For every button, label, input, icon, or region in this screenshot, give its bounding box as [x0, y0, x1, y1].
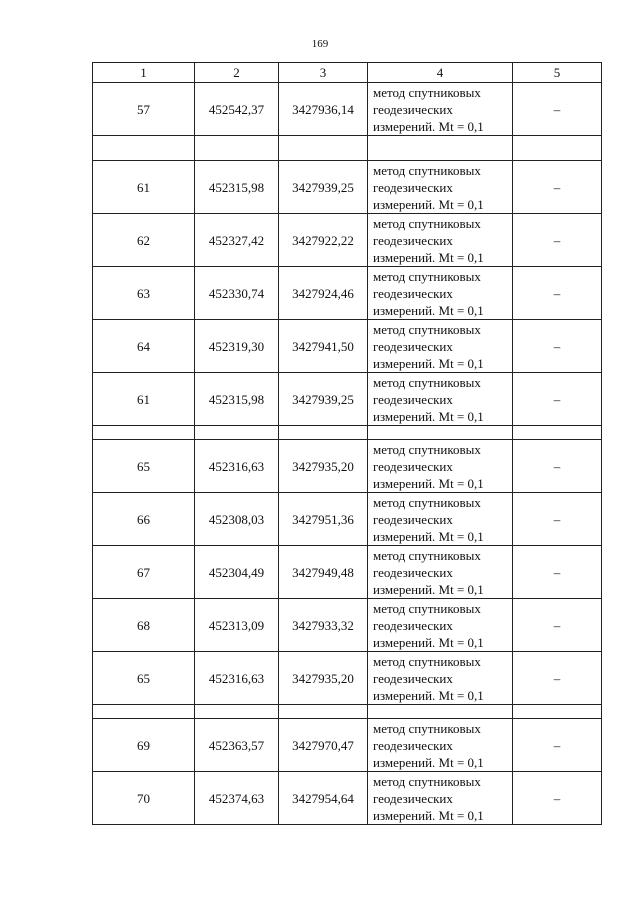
x-coordinate-cell: 452316,63	[195, 652, 279, 705]
accuracy-cell: –	[513, 652, 602, 705]
table-row	[93, 267, 602, 320]
header-cell: 4	[368, 63, 513, 83]
x-coordinate-cell: 452316,63	[195, 440, 279, 493]
accuracy-cell: –	[513, 373, 602, 426]
empty-cell	[368, 136, 513, 161]
method-line: геодезических	[373, 179, 453, 195]
table-row	[93, 719, 602, 772]
point-number-cell: 62	[93, 214, 195, 267]
accuracy-cell: –	[513, 719, 602, 772]
method-line: метод спутниковых	[373, 494, 481, 510]
method-line: измерений. Mt = 0,1	[373, 302, 484, 318]
method-line: геодезических	[373, 511, 453, 527]
method-cell	[368, 546, 513, 599]
method-cell	[368, 161, 513, 214]
method-cell	[368, 599, 513, 652]
method-line: измерений. Mt = 0,1	[373, 634, 484, 650]
method-line: метод спутниковых	[373, 547, 481, 563]
method-line: измерений. Mt = 0,1	[373, 581, 484, 597]
empty-cell	[279, 426, 368, 440]
y-coordinate-cell: 3427935,20	[279, 652, 368, 705]
accuracy-cell: –	[513, 599, 602, 652]
y-coordinate-cell: 3427936,14	[279, 83, 368, 136]
method-line: метод спутниковых	[373, 374, 481, 390]
empty-cell	[513, 705, 602, 719]
y-coordinate-cell: 3427939,25	[279, 373, 368, 426]
table-row	[93, 161, 602, 214]
empty-cell	[195, 426, 279, 440]
point-number-cell: 69	[93, 719, 195, 772]
method-line: геодезических	[373, 232, 453, 248]
method-line: геодезических	[373, 617, 453, 633]
table-row	[93, 599, 602, 652]
header-cell: 5	[513, 63, 602, 83]
y-coordinate-cell: 3427970,47	[279, 719, 368, 772]
spacer-row	[93, 705, 602, 719]
y-coordinate-cell: 3427951,36	[279, 493, 368, 546]
method-cell	[368, 373, 513, 426]
spacer-row	[93, 426, 602, 440]
method-line: измерений. Mt = 0,1	[373, 475, 484, 491]
header-cell: 3	[279, 63, 368, 83]
method-line: измерений. Mt = 0,1	[373, 408, 484, 424]
point-number-cell: 57	[93, 83, 195, 136]
header-cell: 1	[93, 63, 195, 83]
method-cell	[368, 440, 513, 493]
table-row	[93, 214, 602, 267]
accuracy-cell: –	[513, 772, 602, 825]
x-coordinate-cell: 452319,30	[195, 320, 279, 373]
x-coordinate-cell: 452542,37	[195, 83, 279, 136]
method-cell	[368, 719, 513, 772]
y-coordinate-cell: 3427939,25	[279, 161, 368, 214]
method-line: геодезических	[373, 737, 453, 753]
point-number-cell: 65	[93, 652, 195, 705]
accuracy-cell: –	[513, 161, 602, 214]
method-line: метод спутниковых	[373, 84, 481, 100]
empty-cell	[368, 705, 513, 719]
y-coordinate-cell: 3427933,32	[279, 599, 368, 652]
page-number: 169	[311, 38, 329, 50]
method-cell	[368, 214, 513, 267]
method-line: метод спутниковых	[373, 441, 481, 457]
method-line: метод спутниковых	[373, 321, 481, 337]
accuracy-cell: –	[513, 320, 602, 373]
y-coordinate-cell: 3427922,22	[279, 214, 368, 267]
x-coordinate-cell: 452308,03	[195, 493, 279, 546]
point-number-cell: 63	[93, 267, 195, 320]
accuracy-cell: –	[513, 214, 602, 267]
y-coordinate-cell: 3427924,46	[279, 267, 368, 320]
point-number-cell: 61	[93, 373, 195, 426]
method-line: измерений. Mt = 0,1	[373, 807, 484, 823]
method-line: геодезических	[373, 564, 453, 580]
method-line: геодезических	[373, 458, 453, 474]
accuracy-cell: –	[513, 440, 602, 493]
y-coordinate-cell: 3427954,64	[279, 772, 368, 825]
x-coordinate-cell: 452304,49	[195, 546, 279, 599]
table-row	[93, 440, 602, 493]
header-cell: 2	[195, 63, 279, 83]
empty-cell	[93, 705, 195, 719]
method-line: метод спутниковых	[373, 720, 481, 736]
x-coordinate-cell: 452313,09	[195, 599, 279, 652]
point-number-cell: 64	[93, 320, 195, 373]
method-cell	[368, 652, 513, 705]
method-line: геодезических	[373, 670, 453, 686]
method-line: измерений. Mt = 0,1	[373, 754, 484, 770]
method-line: измерений. Mt = 0,1	[373, 355, 484, 371]
method-line: измерений. Mt = 0,1	[373, 196, 484, 212]
accuracy-cell: –	[513, 83, 602, 136]
empty-cell	[93, 426, 195, 440]
table-row	[93, 493, 602, 546]
empty-cell	[513, 426, 602, 440]
table-row	[93, 546, 602, 599]
method-line: геодезических	[373, 790, 453, 806]
method-line: метод спутниковых	[373, 773, 481, 789]
x-coordinate-cell: 452374,63	[195, 772, 279, 825]
empty-cell	[368, 426, 513, 440]
x-coordinate-cell: 452327,42	[195, 214, 279, 267]
method-line: геодезических	[373, 338, 453, 354]
method-cell	[368, 493, 513, 546]
method-cell	[368, 267, 513, 320]
method-line: измерений. Mt = 0,1	[373, 118, 484, 134]
method-line: метод спутниковых	[373, 162, 481, 178]
method-cell	[368, 320, 513, 373]
method-line: геодезических	[373, 391, 453, 407]
method-line: метод спутниковых	[373, 215, 481, 231]
empty-cell	[279, 705, 368, 719]
method-line: измерений. Mt = 0,1	[373, 249, 484, 265]
x-coordinate-cell: 452315,98	[195, 373, 279, 426]
point-number-cell: 67	[93, 546, 195, 599]
header-row	[93, 63, 602, 83]
empty-cell	[513, 136, 602, 161]
point-number-cell: 68	[93, 599, 195, 652]
point-number-cell: 65	[93, 440, 195, 493]
method-line: метод спутниковых	[373, 268, 481, 284]
method-cell	[368, 772, 513, 825]
y-coordinate-cell: 3427935,20	[279, 440, 368, 493]
accuracy-cell: –	[513, 493, 602, 546]
table-body	[93, 63, 602, 825]
method-line: метод спутниковых	[373, 600, 481, 616]
method-line: геодезических	[373, 101, 453, 117]
method-line: метод спутниковых	[373, 653, 481, 669]
y-coordinate-cell: 3427941,50	[279, 320, 368, 373]
method-line: геодезических	[373, 285, 453, 301]
coordinates-table	[92, 62, 602, 825]
accuracy-cell: –	[513, 546, 602, 599]
empty-cell	[195, 136, 279, 161]
table-row	[93, 652, 602, 705]
empty-cell	[279, 136, 368, 161]
spacer-row	[93, 136, 602, 161]
table-row	[93, 83, 602, 136]
empty-cell	[93, 136, 195, 161]
table-row	[93, 373, 602, 426]
point-number-cell: 61	[93, 161, 195, 214]
x-coordinate-cell: 452363,57	[195, 719, 279, 772]
method-cell	[368, 83, 513, 136]
table-row	[93, 320, 602, 373]
x-coordinate-cell: 452330,74	[195, 267, 279, 320]
point-number-cell: 66	[93, 493, 195, 546]
table-row	[93, 772, 602, 825]
method-line: измерений. Mt = 0,1	[373, 687, 484, 703]
accuracy-cell: –	[513, 267, 602, 320]
point-number-cell: 70	[93, 772, 195, 825]
empty-cell	[195, 705, 279, 719]
method-line: измерений. Mt = 0,1	[373, 528, 484, 544]
x-coordinate-cell: 452315,98	[195, 161, 279, 214]
y-coordinate-cell: 3427949,48	[279, 546, 368, 599]
